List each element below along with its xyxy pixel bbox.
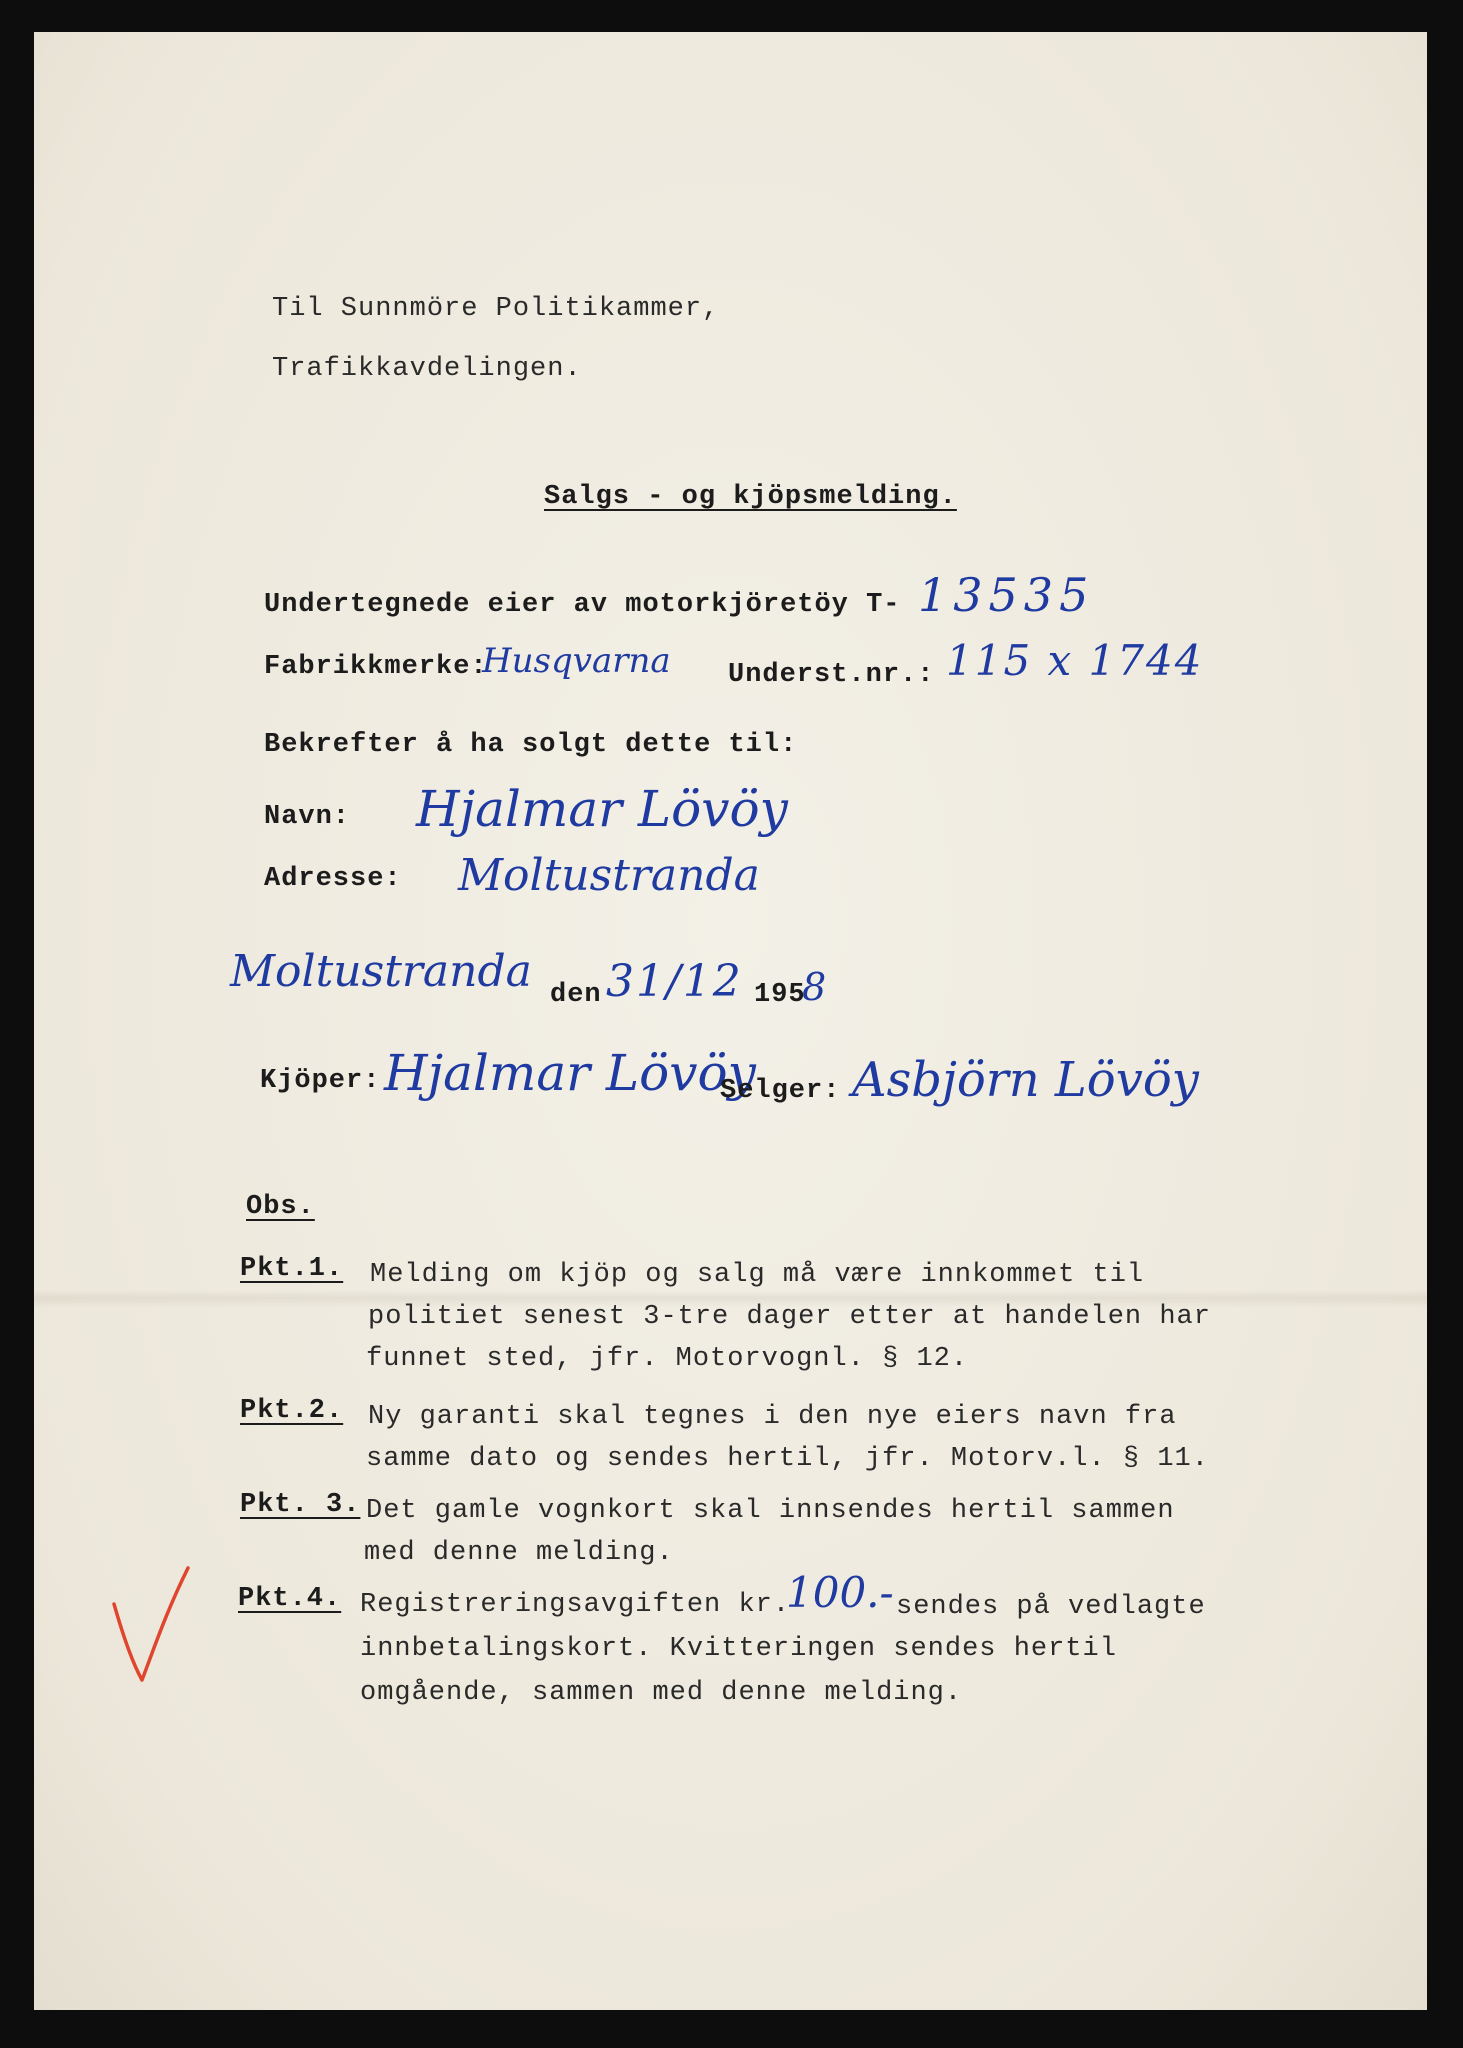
address-label: Adresse: xyxy=(264,864,402,894)
year-prefix: 195 xyxy=(754,980,806,1010)
buyer-signature: Hjalmar Lövöy xyxy=(384,1044,756,1102)
seller-label: Selger: xyxy=(720,1076,841,1106)
note-1-label: Pkt.1. xyxy=(240,1254,344,1284)
note-2-line-2: samme dato og sendes hertil, jfr. Motorv.l. § 11. xyxy=(366,1444,1209,1474)
chassis-value: 115 x 1744 xyxy=(946,636,1204,685)
place-value: Moltustranda xyxy=(230,946,532,997)
recipient-line-2: Trafikkavdelingen. xyxy=(272,354,582,384)
note-3-line-2: med denne melding. xyxy=(364,1538,674,1568)
den-label: den xyxy=(550,980,602,1010)
confirm-text: Bekrefter å ha solgt dette til: xyxy=(264,730,798,760)
date-value: 31/12 xyxy=(606,956,743,1007)
obs-label: Obs. xyxy=(246,1192,315,1222)
note-4-line-1-start: Registreringsavgiften kr. xyxy=(360,1590,791,1620)
note-3-line-1: Det gamle vognkort skal innsendes hertil sammen xyxy=(366,1496,1175,1526)
registration-number: 13535 xyxy=(918,568,1095,622)
registration-fee: 100.- xyxy=(786,1568,894,1617)
make-label: Fabrikkmerke: xyxy=(264,652,488,682)
seller-signature: Asbjörn Lövöy xyxy=(852,1052,1199,1108)
note-4-label: Pkt.4. xyxy=(238,1584,342,1614)
year-suffix: 8 xyxy=(802,965,827,1009)
recipient-line-1: Til Sunnmöre Politikammer, xyxy=(272,294,720,324)
note-4-line-2: innbetalingskort. Kvitteringen sendes hertil xyxy=(360,1634,1117,1664)
buyer-label: Kjöper: xyxy=(260,1066,381,1096)
name-value: Hjalmar Lövöy xyxy=(416,780,788,838)
note-1-line-3: funnet sted, jfr. Motorvognl. § 12. xyxy=(366,1344,969,1374)
document-title: Salgs - og kjöpsmelding. xyxy=(544,482,957,512)
note-1-line-1: Melding om kjöp og salg må være innkommet til xyxy=(370,1260,1145,1290)
note-2-label: Pkt.2. xyxy=(240,1396,344,1426)
note-3-label: Pkt. 3. xyxy=(240,1490,361,1520)
note-4-line-3: omgående, sammen med denne melding. xyxy=(360,1678,963,1708)
name-label: Navn: xyxy=(264,802,351,832)
make-value: Husqvarna xyxy=(482,641,671,681)
note-2-line-1: Ny garanti skal tegnes i den nye eiers navn fra xyxy=(368,1402,1177,1432)
owner-label: Undertegnede eier av motorkjöretöy T- xyxy=(264,590,901,620)
note-4-line-1-end: sendes på vedlagte xyxy=(896,1592,1206,1622)
note-1-line-2: politiet senest 3-tre dager etter at handelen har xyxy=(368,1302,1211,1332)
document-page xyxy=(34,32,1427,2010)
chassis-label: Underst.nr.: xyxy=(728,660,935,690)
address-value: Moltustranda xyxy=(458,850,760,901)
red-check-mark-icon xyxy=(108,1562,198,1692)
